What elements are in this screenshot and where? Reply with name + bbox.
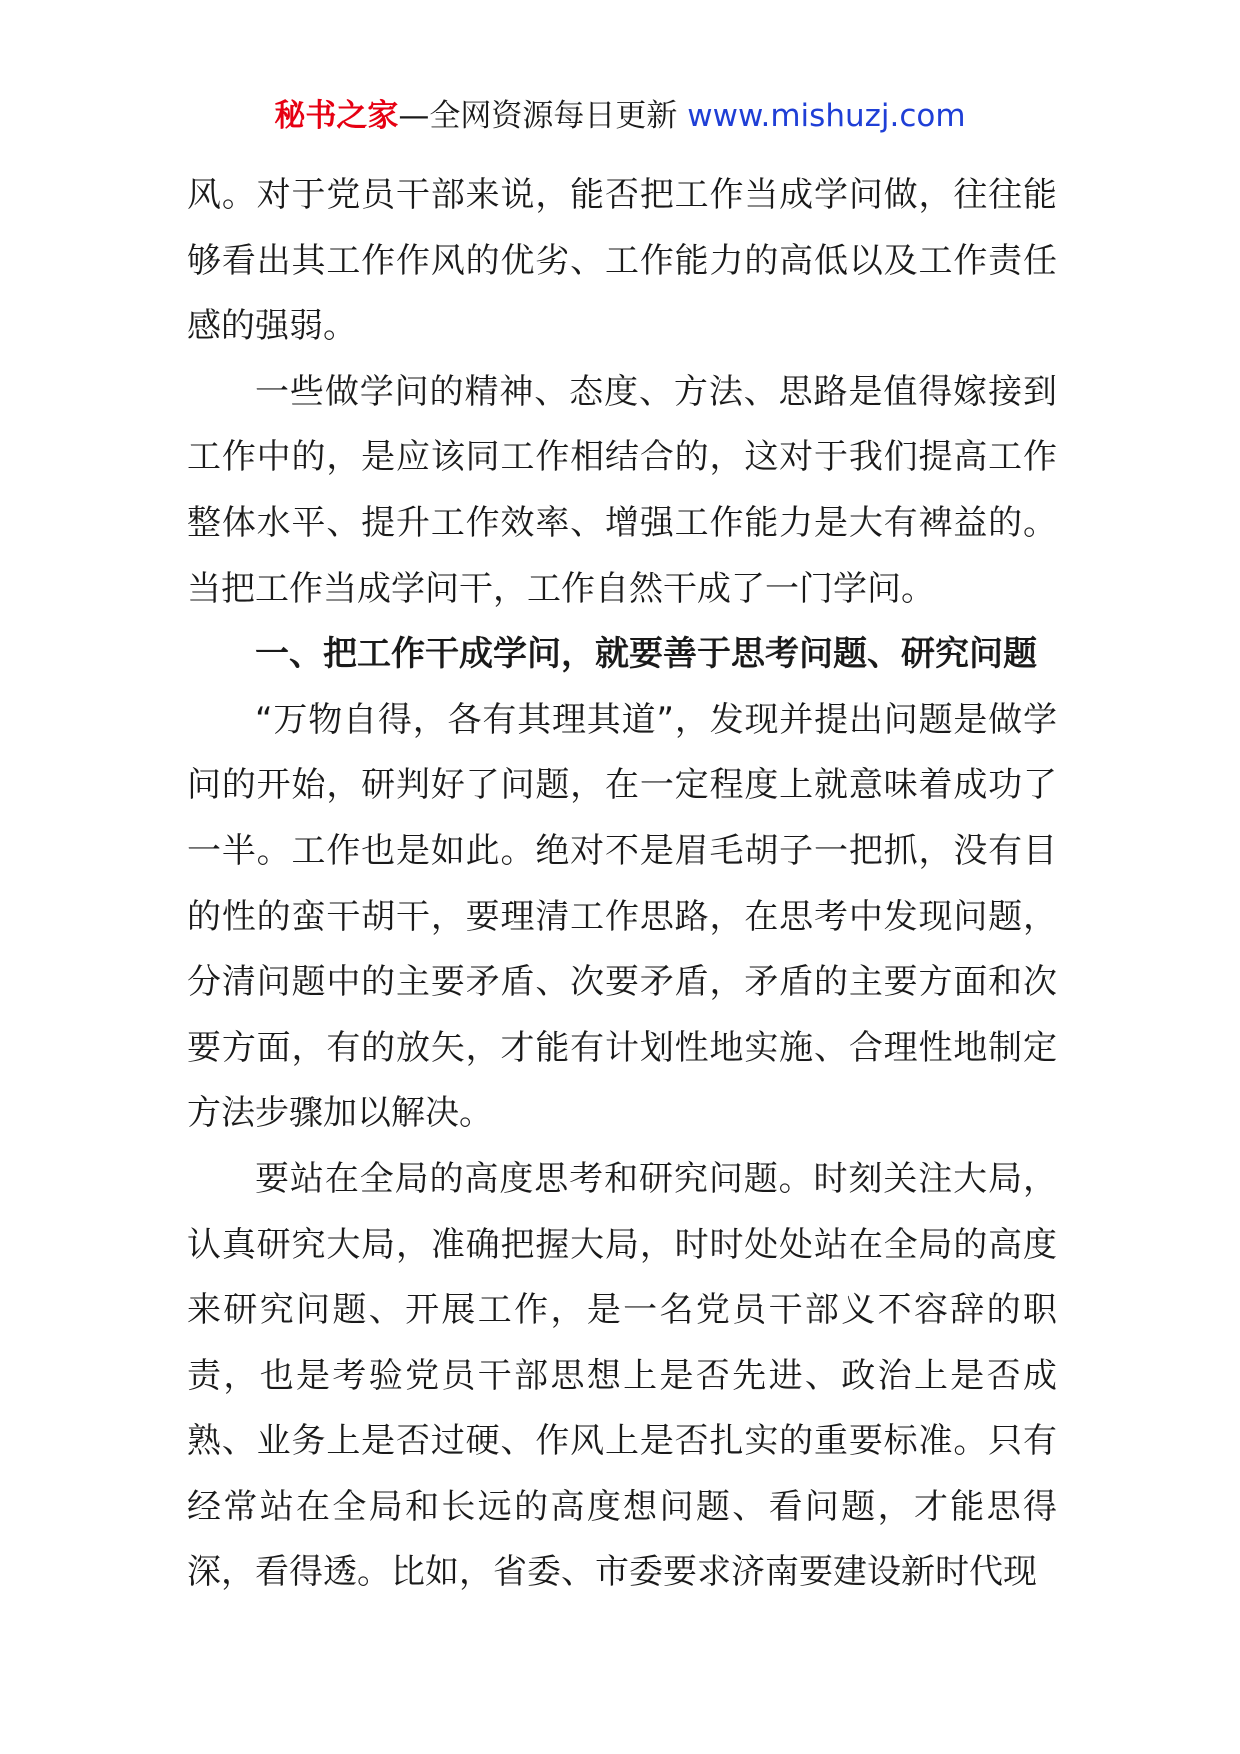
site-url-link[interactable]: www.mishuzj.com [687, 98, 966, 134]
paragraph-continuation: 风。对于党员干部来说，能否把工作当成学问做，往往能够看出其工作作风的优劣、工作能力的高低以及工作责任感的强弱。 [187, 175, 1057, 347]
site-tagline: —全网资源每日更新 [398, 98, 678, 134]
site-brand: 秘书之家 [274, 98, 399, 134]
page-header [0, 96, 1240, 136]
paragraph: 要站在全局的高度思考和研究问题。时刻关注大局，认真研究大局，准确把握大局，时时处处站在全局的高度来研究问题、开展工作，是一名党员干部义不容辞的职责，也是考验党员干部思想上是否先进、政治上是否成熟、业务上是否过硬、作风上是否扎实的重要标准。只有经常站在全局和长远的高度想问题、看问题，才能思得深，看得透。比如，省委、市委要求济南要建设新时代现 [187, 1158, 1057, 1593]
section-heading: 一、把工作干成学问，就要善于思考问题、研究问题 [255, 634, 1037, 675]
document-body [187, 163, 1057, 1606]
paragraph: 一些做学问的精神、态度、方法、思路是值得嫁接到工作中的，是应该同工作相结合的，这对于我们提高工作整体水平、提升工作效率、增强工作能力是大有裨益的。当把工作当成学问干，工作自然干成了一门学问。 [187, 371, 1057, 609]
paragraph: “万物自得，各有其理其道”，发现并提出问题是做学问的开始，研判好了问题，在一定程度上就意味着成功了一半。工作也是如此。绝对不是眉毛胡子一把抓，没有目的性的蛮干胡干，要理清工作思路，在思考中发现问题，分清问题中的主要矛盾、次要矛盾，矛盾的主要方面和次要方面，有的放矢，才能有计划性地实施、合理性地制定方法步骤加以解决。 [187, 699, 1057, 1134]
